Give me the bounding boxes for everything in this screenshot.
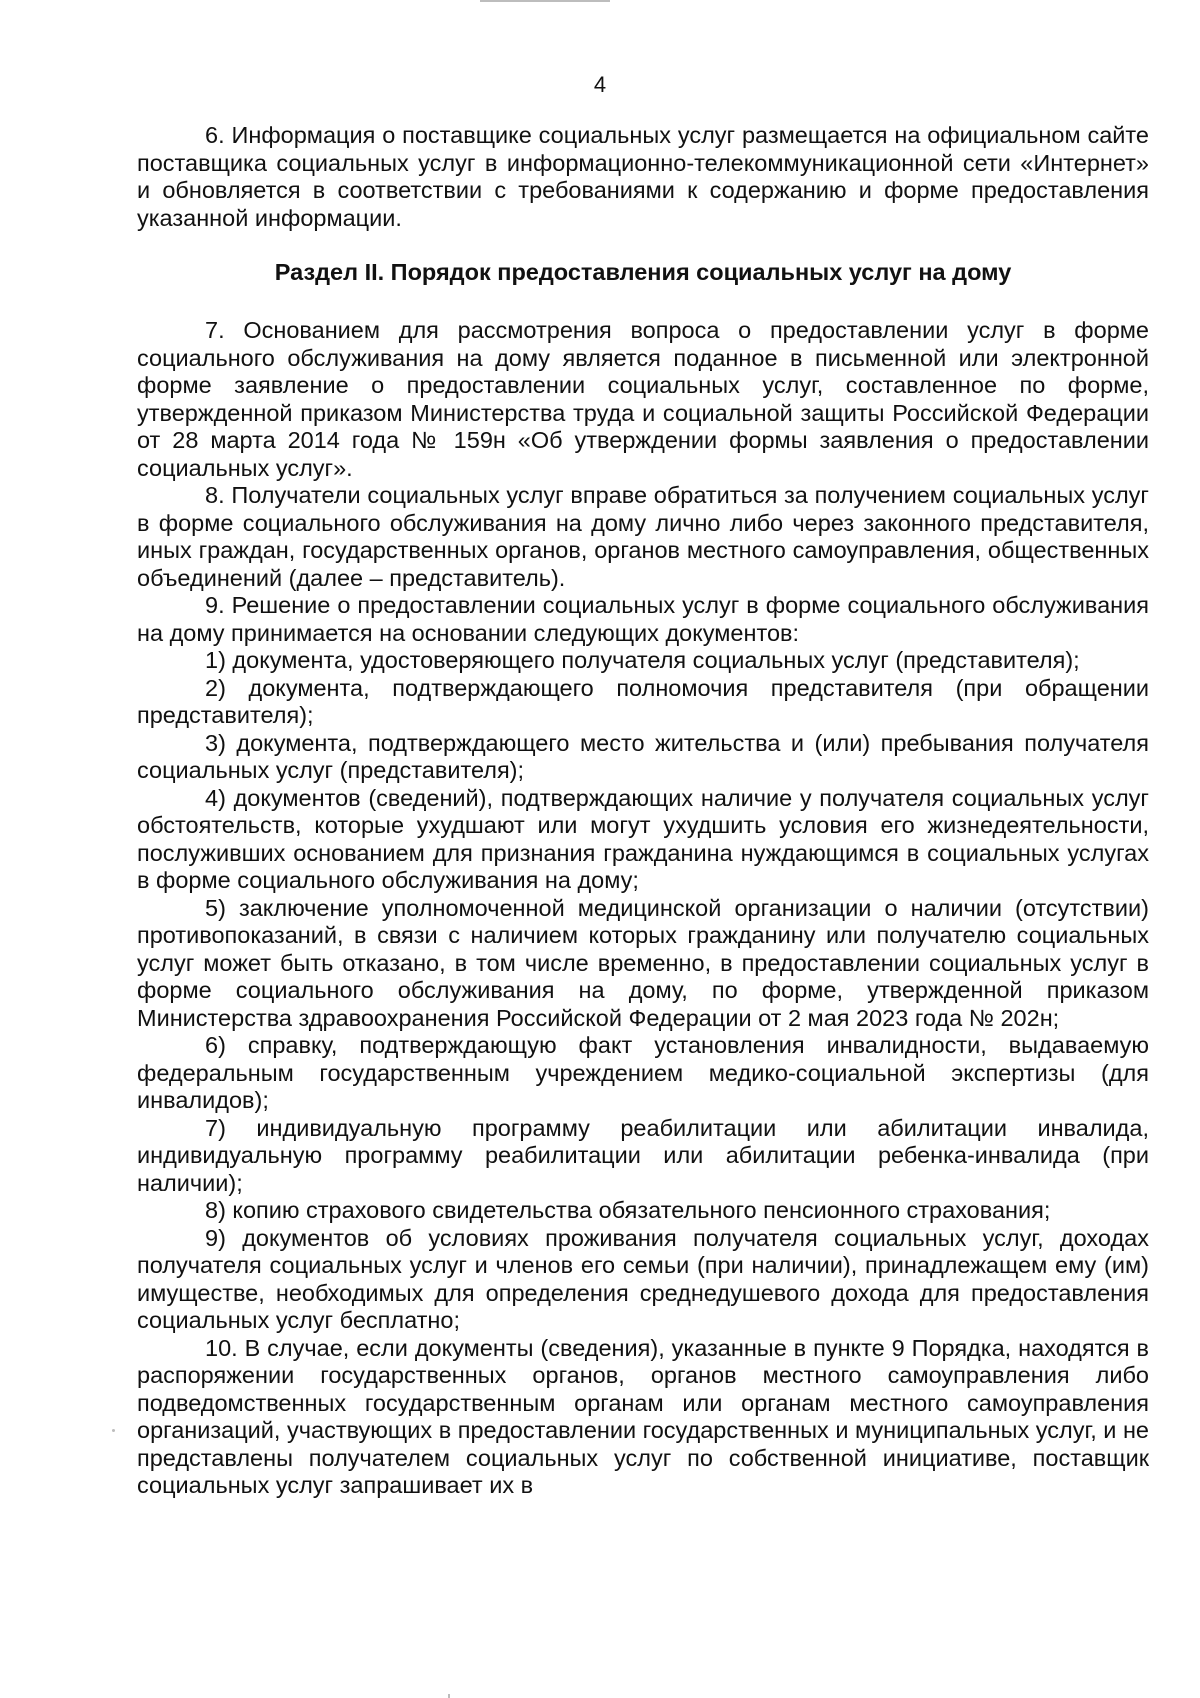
list-item: 5) заключение уполномоченной медицинской организации о наличии (отсутствии) противопоказаний, в связи с наличием которых гражданину или получателю социальных услуг может быть отказано, в том числе временно, в предоставлении социальных услуг в форме социального обслуживания на дому, по форме, утвержденной приказом Министерства здравоохранения Российской Федерации от 2 мая 2023 года № 202н; bbox=[137, 894, 1149, 1031]
section-body bbox=[137, 317, 1149, 1500]
section-heading: Раздел II. Порядок предоставления социальных услуг на дому bbox=[274, 259, 1012, 285]
intro-text-block bbox=[137, 122, 1149, 232]
list-item: 2) документа, подтверждающего полномочия представителя (при обращении представителя); bbox=[137, 674, 1149, 728]
scan-artifact-bottom bbox=[448, 1694, 450, 1698]
page-number: 4 bbox=[593, 72, 607, 97]
paragraph: 10. В случае, если документы (сведения), указанные в пункте 9 Порядка, находятся в распоряжении государственных органов, органов местного самоуправления либо подведомственных государственным органам или органам местного самоуправления организаций, участвующих в предоставлении государственных и муниципальных услуг, и не представлены получателем социальных услуг по собственной инициативе, поставщик социальных услуг запрашивает их в bbox=[137, 1334, 1149, 1498]
scan-artifact-left bbox=[112, 1429, 115, 1432]
list-item: 8) копию страхового свидетельства обязательного пенсионного страхования; bbox=[205, 1197, 1051, 1223]
paragraph: 6. Информация о поставщике социальных услуг размещается на официальном сайте поставщика социальных услуг в информационно-телекоммуникационной сети «Интернет» и обновляется в соответствии с требованиями к содержанию и форме предоставления указанной информации. bbox=[137, 122, 1149, 231]
list-item: 7) индивидуальную программу реабилитации или абилитации инвалида, индивидуальную программу реабилитации или абилитации ребенка-инвалида (при наличии); bbox=[137, 1114, 1149, 1196]
scan-artifact-top bbox=[480, 0, 610, 2]
list-item: 9) документов об условиях проживания получателя социальных услуг, доходах получателя социальных услуг и членов его семьи (при наличии), принадлежащем ему (им) имуществе, необходимых для определения среднедушевого дохода для предоставления социальных услуг бесплатно; bbox=[137, 1224, 1149, 1333]
list-item: 3) документа, подтверждающего место жительства и (или) пребывания получателя социальных услуг (представителя); bbox=[137, 729, 1149, 783]
paragraph: 8. Получатели социальных услуг вправе обратиться за получением социальных услуг в форме социального обслуживания на дому лично либо через законного представителя, иных граждан, государственных органов, органов местного самоуправления, общественных объединений (далее – представитель). bbox=[137, 482, 1149, 591]
list-item: 4) документов (сведений), подтверждающих наличие у получателя социальных услуг обстоятельств, которые ухудшают или могут ухудшить условия его жизнедеятельности, послуживших основанием для признания гражданина нуждающимся в социальных услугах в форме социального обслуживания на дому; bbox=[137, 784, 1149, 893]
paragraph: 7. Основанием для рассмотрения вопроса о предоставлении услуг в форме социального обслуживания на дому является поданное в письменной или электронной форме заявление о предоставлении социальных услуг, составленное по форме, утвержденной приказом Министерства труда и социальной защиты Российской Федерации от 28 марта 2014 года № 159н «Об утверждении формы заявления о предоставлении социальных услуг». bbox=[137, 317, 1149, 481]
list-item: 1) документа, удостоверяющего получателя социальных услуг (представителя); bbox=[205, 647, 1080, 673]
paragraph: 9. Решение о предоставлении социальных услуг в форме социального обслуживания на дому принимается на основании следующих документов: bbox=[137, 592, 1149, 646]
list-item: 6) справку, подтверждающую факт установления инвалидности, выдаваемую федеральным государственным учреждением медико-социальной экспертизы (для инвалидов); bbox=[137, 1032, 1149, 1113]
